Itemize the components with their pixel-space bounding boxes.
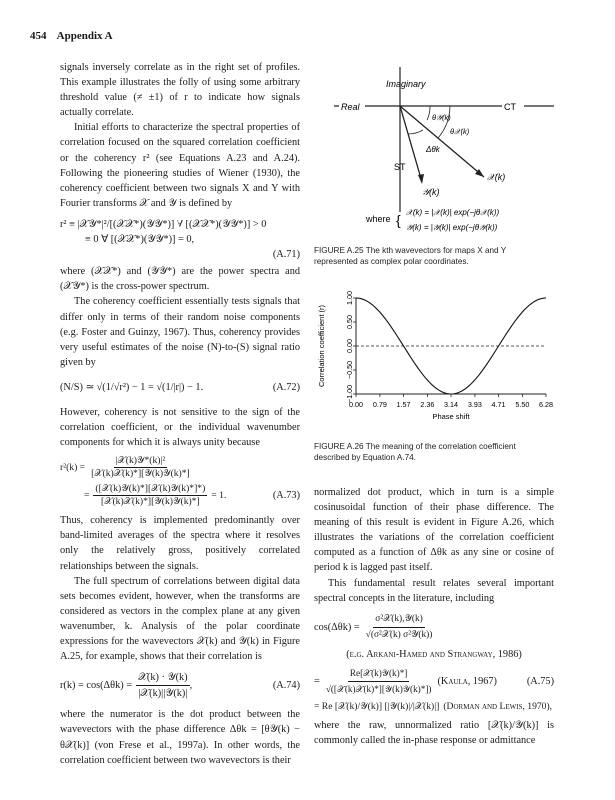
x-tick-label: 2.36 xyxy=(420,400,435,409)
imaginary-label: Imaginary xyxy=(386,79,426,89)
y-vector-label: 𝒴(k) xyxy=(422,187,440,197)
fraction xyxy=(89,455,192,480)
paragraph: signals inversely correlate as in the right set of profiles. This example illustrates the folly of using some arbitrary threshold value (≠ ±1) of r to indicate how signals actually correlate. xyxy=(60,62,300,119)
numerator: Re[𝒳(k)𝒴(k)*] xyxy=(348,666,409,682)
page-number: 454 xyxy=(30,30,47,42)
paragraph: where the numerator is the dot product between the wavevectors with the phase difference Δθk = [θ𝒴(k) − θ𝒳(k)] (von Frese et al., 1997a). In other words, the correlation coefficient between two wavevectors is their xyxy=(60,709,300,766)
real-label: Real xyxy=(341,102,360,112)
y-tick-label: −0.50 xyxy=(344,360,354,380)
x-tick-label: 3.14 xyxy=(444,400,458,409)
y-tick-label: 0.50 xyxy=(344,315,354,329)
fraction xyxy=(364,612,435,643)
equation-line: ≡ 0 ∀ [(𝒳𝒳*)(𝒴𝒴*)] = 0, xyxy=(85,234,195,246)
where-label: where xyxy=(366,214,391,224)
y-tick-label: −1.00 xyxy=(344,384,354,404)
equation-lhs: r²(k) = xyxy=(60,461,86,473)
paragraph: where the raw, unnormalized ratio [𝒳(k)/𝒴(k)] is commonly called the in-phase response or admittance xyxy=(314,720,554,747)
paragraph: Thus, coherency is implemented predominantly over band-limited averages of the spectra where it resolves only the relatively gross, positively correlated relationships between the signals. xyxy=(60,515,300,572)
equation-a72 xyxy=(60,380,300,395)
x-tick-label: 6.28 xyxy=(539,400,553,409)
paragraph: However, coherency is not sensitive to the sign of the correlation coefficient, or the individual wavenumber components for which it is always unity because xyxy=(60,406,300,449)
citation: (Dorman and Lewis, 1970), xyxy=(443,701,553,713)
equation-a74 xyxy=(60,670,300,701)
y-tick-label: 1.00 xyxy=(344,291,354,305)
equation-cos xyxy=(314,612,554,643)
paragraph: Initial efforts to characterize the spectral properties of correlation focused on the squared correlation coefficient or the coherency r² (see Equations A.23 and A.24). Following the pioneering studies of Wiener (1930), the coherency coefficient between two signals X and Y with Fourier transforms 𝒳 and 𝒴 is defined by xyxy=(60,122,300,209)
y-vector-arrowhead xyxy=(418,174,424,184)
equation-number: (A.71) xyxy=(272,249,300,261)
chart-axes xyxy=(317,291,553,421)
delta-theta-label: Δθk xyxy=(426,145,440,154)
x-axis-label: Phase shift xyxy=(432,412,470,421)
x-tick-label: 5.50 xyxy=(515,400,530,409)
theta-y-label: θ𝒴(k) xyxy=(432,113,451,122)
denominator: [𝒳(k)𝒳(k)*][𝒴(k)𝒴(k)*] xyxy=(101,496,200,508)
paragraph: This fundamental result relates several important spectral concepts in the literature, including xyxy=(314,577,554,604)
delta-theta-arc xyxy=(408,130,423,134)
x-tick-label: 1.57 xyxy=(396,400,411,409)
theta-y-arc xyxy=(427,106,430,120)
denominator: [𝒳(k)𝒳(k)*][𝒴(k)𝒴(k)*] xyxy=(91,468,190,480)
fraction xyxy=(93,483,207,508)
equation-body: = Re [𝒳(k)/𝒴(k)] [|𝒴(k)|/|𝒳(k)|] xyxy=(314,701,440,713)
theta-x-arc xyxy=(438,106,450,138)
numerator: 𝒳(k) · 𝒴(k) xyxy=(136,670,190,686)
equation-lhs: r(k) = cos(Δθk) = xyxy=(60,680,133,692)
equation-number: (A.72) xyxy=(272,381,300,393)
x-tick-label: 4.71 xyxy=(491,400,506,409)
paragraph: where (𝒳𝒳*) and (𝒴𝒴*) are the power spectra and (𝒳𝒴*) is the cross-power spectrum. xyxy=(60,266,300,293)
equation-tail: , xyxy=(189,680,193,692)
equation-a75-line2 xyxy=(314,699,554,714)
citation: (Kaula, 1967) xyxy=(437,676,497,688)
figure-a25-diagram xyxy=(334,62,554,237)
denominator: √(σ²𝒳(k) σ²𝒴(k)) xyxy=(365,629,433,640)
theta-x-label: θ𝒳(k) xyxy=(450,127,470,136)
y-axis-label: Correlation coefficient (r) xyxy=(317,305,326,387)
figure-a26-caption: FIGURE A.26 The meaning of the correlation coefficient described by Equation A.74. xyxy=(314,442,516,462)
x-tick-label: 0.79 xyxy=(372,400,387,409)
fraction xyxy=(136,670,190,701)
left-column xyxy=(60,60,300,768)
chart-marks xyxy=(356,298,546,394)
y-definition: 𝒴(k) = |𝒴(k)| exp(−jθ𝒴(k)) xyxy=(406,223,498,232)
x-tick-label: 3.93 xyxy=(467,400,482,409)
x-vector-label: 𝒳(k) xyxy=(487,172,506,182)
equation-a73: r²(k) = $\frac{\text{|𝒳(k)𝒴*(k)|²}}{\text{[𝒳(k)𝒳(k)*][𝒴(k)𝒴(k)*]}}$ = $\frac{\text{([𝒳(k)𝒴(k)*][𝒳(k)𝒴(k)*]*)}}{\text{[𝒳(k)𝒳(k)*][𝒴(k)𝒴(k)*]}}$ = 1. (A.73) xyxy=(60,455,300,508)
equation-line: r² ≡ |𝒳𝒴*|²/[(𝒳𝒳*)(𝒴𝒴*)] ∀ [(𝒳𝒳*)(𝒴𝒴*)] > 0 xyxy=(60,218,267,230)
paragraph: normalized dot product, which in turn is a simple cosinusoidal function of their phase difference. The meaning of this result is evident in Figure A.26, which illustrates the variations of the correlation coefficient computed as a function of Δθk as any sine or cosine of period k is lagged past itself. xyxy=(314,487,554,574)
citation: (e.g. Arkani-Hamed and Strangway, 1986) xyxy=(346,648,522,660)
st-label: ST xyxy=(394,162,406,172)
fraction xyxy=(324,666,434,697)
brace: { xyxy=(396,212,401,228)
numerator: ([𝒳(k)𝒴(k)*][𝒳(k)𝒴(k)*]*) xyxy=(95,483,206,495)
equation-number: (A.75) xyxy=(526,676,554,688)
figure-a25-caption: FIGURE A.25 The kth wavevectors for maps X and Y represented as complex polar coordinates. xyxy=(314,246,507,266)
equation-number: (A.73) xyxy=(272,489,300,501)
page-header xyxy=(30,30,121,42)
paragraph: The full spectrum of correlations between digital data sets becomes evident, however, when the transforms are considered as vectors in the complex plane at any given wavenumber, k. Analysis of the polar coordinate expressions for the wavevectors 𝒳(k) and 𝒴(k) in Figure A.25, for example, shows that their correlation is xyxy=(60,575,300,663)
x-definition: 𝒳(k) = |𝒳(k)| exp(−jθ𝒳(k)) xyxy=(406,208,500,217)
equation-body: (N/S) ≃ √(1/√r²) − 1 = √(1/|r|) − 1. xyxy=(60,381,204,393)
y-tick-label: 0.00 xyxy=(344,339,354,353)
numerator: σ²𝒳(k),𝒴(k) xyxy=(373,612,424,628)
denominator: |𝒳(k)||𝒴(k)| xyxy=(138,688,188,700)
right-column xyxy=(314,485,554,749)
equation-tail: = 1. xyxy=(211,489,227,501)
section-title: Appendix A xyxy=(56,30,113,42)
denominator: √([𝒳(k)𝒳(k)*][𝒴(k)𝒴(k)*]) xyxy=(325,684,432,695)
x-tick-label: 0.00 xyxy=(349,400,363,409)
equation-number: (A.74) xyxy=(272,680,300,692)
equation-a71 xyxy=(60,217,300,262)
equation-lhs: cos(Δθk) = xyxy=(314,621,360,633)
equation-a75: = $\frac{\text{Re[𝒳(k)𝒴(k)*]}}{\text{√([𝒳(k)𝒳(k)*][𝒴(k)𝒴(k)*])}}$ (Kaula, 1967) (A.75) xyxy=(314,666,554,697)
figure-a26-chart xyxy=(314,290,554,430)
paragraph: The coherency coefficient essentially tests signals that differ only in terms of their random noise components (e.g. Foster and Guinzy, 1967). Thus, coherency provides very useful estimates of the noise (N)-to-(S) signal ratio given by xyxy=(60,296,300,368)
ct-label: CT xyxy=(504,102,516,112)
numerator: |𝒳(k)𝒴*(k)|² xyxy=(115,455,166,467)
